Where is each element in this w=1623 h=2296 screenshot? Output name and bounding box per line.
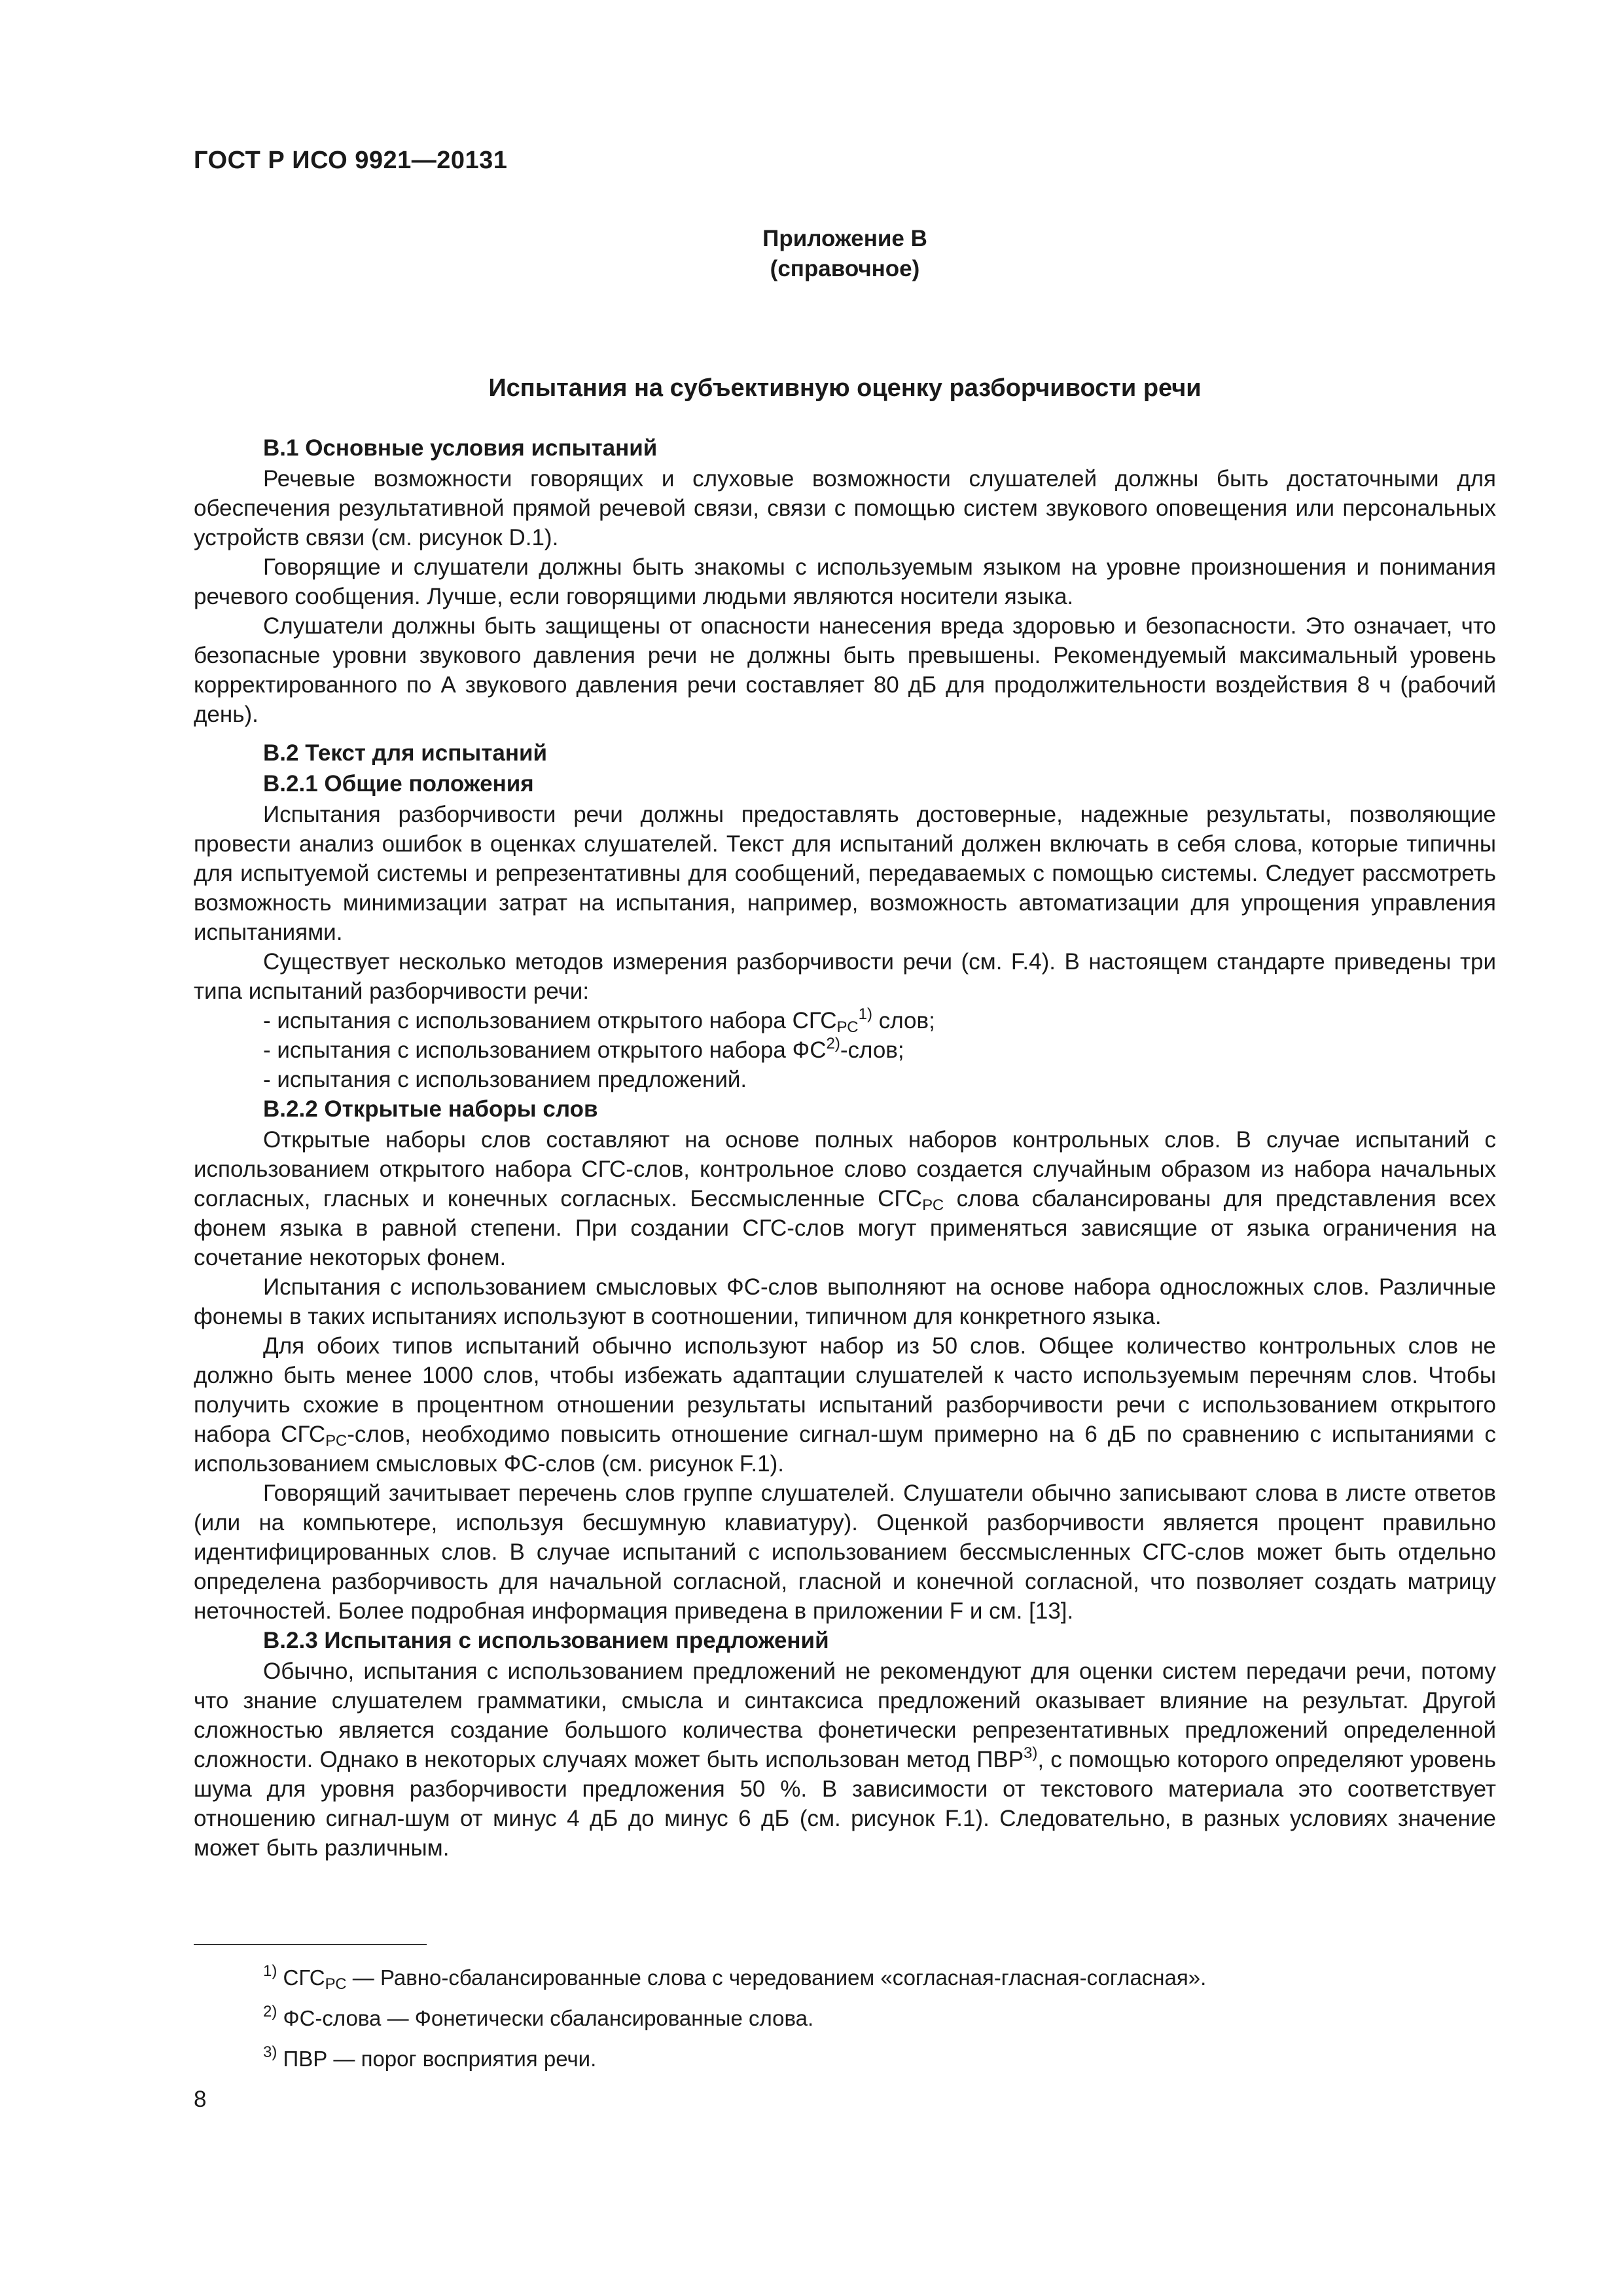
paragraph: Слушатели должны быть защищены от опасности нанесения вреда здоровью и безопасности. Это означает, что безопасные уровни звукового давления речи не должны быть превышены. Рекомендуемый максимальный уровень корректированного по А звукового давления речи составляет 80 дБ для продолжительности воздействия 8 ч (рабочий день). [194, 613, 1496, 727]
document-body [194, 433, 1496, 1863]
footnotes [263, 1964, 1493, 2085]
section-b22-heading: В.2.2 Открытые наборы слов [263, 1096, 598, 1122]
page-number: 8 [194, 2087, 207, 2112]
annex-heading [194, 224, 1496, 284]
list-item: - испытания с использованием открытого набора $СГС_{РС}^{1)}$ слов; [263, 1005, 935, 1036]
section-b2-heading: В.2 Текст для испытаний [263, 740, 548, 766]
section-b1-heading: В.1 Основные условия испытаний [263, 435, 658, 461]
annex-title: Испытания на субъективную оценку разборчивости речи [488, 374, 1202, 402]
list-item: - испытания с использованием предложений. [263, 1067, 747, 1092]
footnote-2: $^{2)}$ ФС-слова — Фонетически сбалансированные слова. [263, 2003, 814, 2030]
standard-code: ГОСТ Р ИСО 9921—20131 [194, 147, 508, 174]
footnote-separator [194, 1944, 427, 1945]
annex-type: (справочное) [770, 256, 920, 281]
section-b21-heading: В.2.1 Общие положения [263, 771, 534, 797]
list-item: - испытания с использованием открытого набора ФС$^{2)}$-слов; [263, 1035, 904, 1063]
paragraph: Открытые наборы слов составляют на основе полных наборов контрольных слов. В случае испытаний с использованием открытого набора СГС-слов, контрольное слово создается случайным образом из набора начальных согласных, гласных и конечных согласных. Бессмысленные $СГС_{РС}$ слова сбалансированы для представления всех фонем языка в равной степени. При создании СГС-слов могут применяться зависящие от языка ограничения на сочетание некоторых фонем. [194, 1127, 1497, 1270]
annex-label: Приложение В [762, 226, 927, 251]
paragraph: Речевые возможности говорящих и слуховые возможности слушателей должны быть достаточными для обеспечения результативной прямой речевой связи, связи с помощью систем звукового оповещения или персональных устройств связи (см. рисунок D.1). [194, 466, 1496, 550]
paragraph: Обычно, испытания с использованием предложений не рекомендуют для оценки систем передачи речи, потому что знание слушателем грамматики, смысла и синтаксиса предложений оказывает влияние на результат. Другой сложностью является создание большого количества фонетически репрезентативных предложений определенной сложности. Однако в некоторых случаях может быть использован метод ПВР$^{3)}$, с помощью которого определяют уровень шума для уровня разборчивости предложения 50 %. В зависимости от текстового материала это соответствует отношению сигнал-шум от минус 4 дБ до минус 6 дБ (см. рисунок F.1). Следовательно, в разных условиях значение может быть различным. [194, 1659, 1496, 1861]
section-b23-heading: В.2.3 Испытания с использованием предложений [263, 1628, 829, 1653]
paragraph: Говорящие и слушатели должны быть знакомы с используемым языком на уровне произношения и понимания речевого сообщения. Лучше, если говорящими людьми являются носители языка. [194, 554, 1496, 609]
paragraph: Для обоих типов испытаний обычно используют набор из 50 слов. Общее количество контрольных слов не должно быть менее 1000 слов, чтобы избежать адаптации слушателей к часто используемым перечням слов. Чтобы получить схожие в процентном отношении результаты испытаний разборчивости речи с использованием открытого набора $СГС_{РС}$-слов, необходимо повысить отношение сигнал-шум примерно на 6 дБ по сравнению с испытаниями с использованием смысловых ФС-слов (см. рисунок F.1). [194, 1333, 1496, 1477]
paragraph: Испытания разборчивости речи должны предоставлять достоверные, надежные результаты, позволяющие провести анализ ошибок в оценках слушателей. Текст для испытаний должен включать в себя слова, которые типичны для испытуемой системы и репрезентативны для сообщений, передаваемых с помощью системы. Следует рассмотреть возможность минимизации затрат на испытания, например, возможность автоматизации для упрощения управления испытаниями. [194, 802, 1496, 945]
paragraph: Говорящий зачитывает перечень слов группе слушателей. Слушатели обычно записывают слова в листе ответов (или на компьютере, используя бесшумную клавиатуру). Оценкой разборчивости является процент правильно идентифицированных слов. В случае испытаний с использованием бессмысленных СГС-слов может быть отдельно определена разборчивость для начальной согласной, гласной и конечной согласной, что позволяет создать матрицу неточностей. Более подробная информация приведена в приложении F и см. [13]. [194, 1480, 1496, 1624]
footnote-3: $^{3)}$ ПВР — порог восприятия речи. [263, 2043, 597, 2071]
paragraph: Испытания с использованием смысловых ФС-слов выполняют на основе набора односложных слов. Различные фонемы в таких испытаниях используют в соотношении, типичном для конкретного языка. [194, 1274, 1496, 1329]
paragraph: Существует несколько методов измерения разборчивости речи (см. F.4). В настоящем стандарте приведены три типа испытаний разборчивости речи: [194, 949, 1496, 1004]
footnote-1: $^{1)}$ $СГС_{РС}$ — Равно-сбалансированные слова с чередованием «согласная-гласная-согласная». [263, 1962, 1207, 1993]
